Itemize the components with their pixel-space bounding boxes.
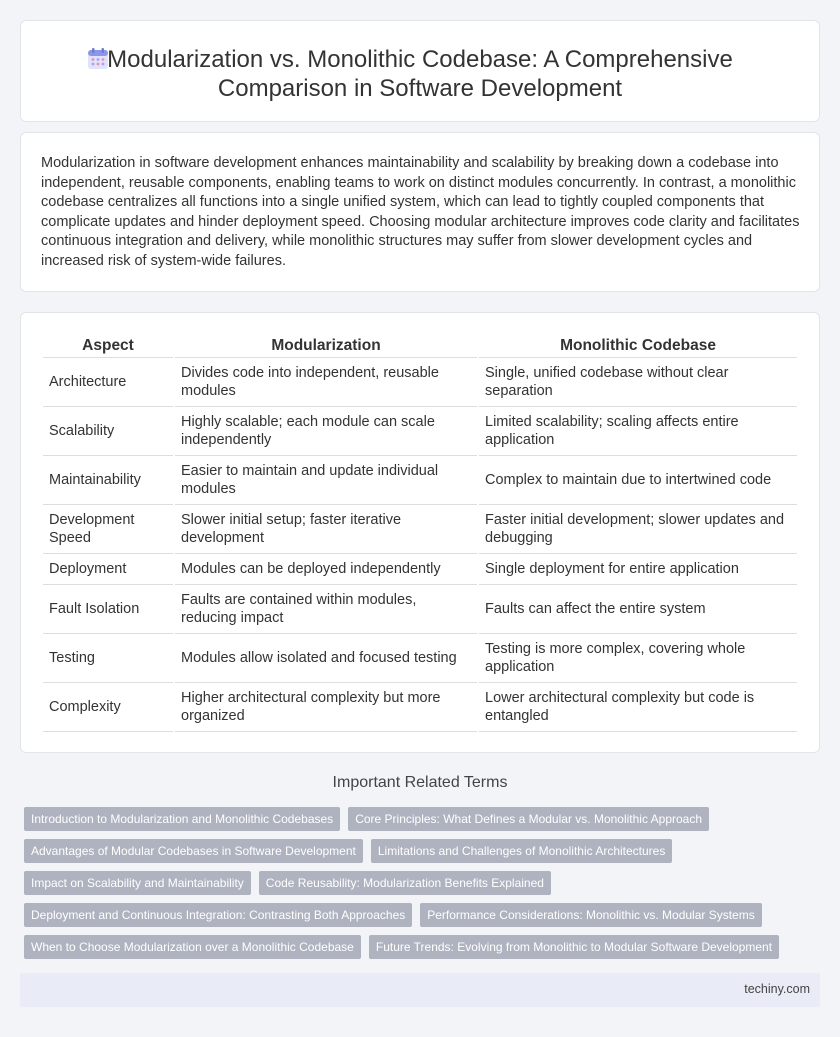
table-row: [43, 505, 797, 554]
cell-aspect: Scalability: [43, 407, 173, 456]
intro-card: [20, 132, 820, 292]
cell-modularization: Modules can be deployed independently: [175, 554, 477, 585]
related-tags-row: [24, 839, 672, 863]
cell-modularization: Higher architectural complexity but more organized: [175, 683, 477, 732]
table-row: [43, 407, 797, 456]
related-terms-heading: Important Related Terms: [332, 774, 508, 791]
page-title: [21, 45, 819, 103]
footer-brand-link[interactable]: techiny.com: [744, 982, 810, 996]
header-modularization: Modularization: [175, 335, 477, 358]
cell-modularization: Easier to maintain and update individual modules: [175, 456, 477, 505]
related-tag[interactable]: Code Reusability: Modularization Benefits Explained: [259, 871, 551, 895]
cell-monolithic: Complex to maintain due to intertwined code: [479, 456, 797, 505]
cell-monolithic: Faults can affect the entire system: [479, 585, 797, 634]
related-tag[interactable]: Future Trends: Evolving from Monolithic to Modular Software Development: [369, 935, 779, 959]
related-tag[interactable]: Deployment and Continuous Integration: Contrasting Both Approaches: [24, 903, 412, 927]
cell-modularization: Faults are contained within modules, reducing impact: [175, 585, 477, 634]
cell-modularization: Slower initial setup; faster iterative development: [175, 505, 477, 554]
table-row: [43, 456, 797, 505]
cell-aspect: Architecture: [43, 358, 173, 407]
cell-aspect: Complexity: [43, 683, 173, 732]
cell-modularization: Modules allow isolated and focused testing: [175, 634, 477, 683]
cell-aspect: Maintainability: [43, 456, 173, 505]
related-tag[interactable]: Limitations and Challenges of Monolithic Architectures: [371, 839, 672, 863]
footer: [20, 973, 820, 1007]
comparison-card: [20, 312, 820, 753]
cell-monolithic: Faster initial development; slower updates and debugging: [479, 505, 797, 554]
related-tags-row: [24, 903, 762, 927]
table-row: [43, 585, 797, 634]
related-tag[interactable]: When to Choose Modularization over a Monolithic Codebase: [24, 935, 361, 959]
related-tags-row: [24, 807, 709, 831]
cell-aspect: Testing: [43, 634, 173, 683]
related-tag[interactable]: Introduction to Modularization and Monolithic Codebases: [24, 807, 340, 831]
table-row: [43, 358, 797, 407]
header-aspect: Aspect: [43, 335, 173, 358]
cell-monolithic: Testing is more complex, covering whole application: [479, 634, 797, 683]
title-card: [20, 20, 820, 122]
cell-aspect: Deployment: [43, 554, 173, 585]
cell-monolithic: Single deployment for entire application: [479, 554, 797, 585]
page-title-line2: Comparison in Software Development: [217, 75, 623, 102]
cell-aspect: Development Speed: [43, 505, 173, 554]
table-header-row: [43, 335, 797, 358]
related-tag[interactable]: Impact on Scalability and Maintainability: [24, 871, 251, 895]
cell-monolithic: Single, unified codebase without clear separation: [479, 358, 797, 407]
cell-aspect: Fault Isolation: [43, 585, 173, 634]
cell-modularization: Highly scalable; each module can scale independently: [175, 407, 477, 456]
cell-monolithic: Lower architectural complexity but code is entangled: [479, 683, 797, 732]
table-row: [43, 634, 797, 683]
table-row: [43, 554, 797, 585]
comparison-table: [41, 335, 799, 732]
table-row: [43, 683, 797, 732]
related-tags-row: [24, 935, 779, 959]
cell-monolithic: Limited scalability; scaling affects entire application: [479, 407, 797, 456]
intro-paragraph: Modularization in software development enhances maintainability and scalability by breaking down a codebase into independent, reusable components, enabling teams to work on distinct modules concurrently. In contrast, a monolithic codebase centralizes all functions into a single unified system, which can lead to tightly coupled components that complicate updates and hinder deployment speed. Choosing modular architecture improves code clarity and facilitates continuous integration and delivery, while monolithic structures may suffer from slower development cycles and increased risk of system-wide failures.: [41, 155, 800, 269]
header-monolithic: Monolithic Codebase: [479, 335, 797, 358]
related-tag[interactable]: Advantages of Modular Codebases in Software Development: [24, 839, 363, 863]
related-tag[interactable]: Core Principles: What Defines a Modular vs. Monolithic Approach: [348, 807, 709, 831]
page-title-line1: Modularization vs. Monolithic Codebase: A Comprehensive: [107, 46, 733, 73]
related-tag[interactable]: Performance Considerations: Monolithic vs. Modular Systems: [420, 903, 761, 927]
cell-modularization: Divides code into independent, reusable modules: [175, 358, 477, 407]
related-tags-row: [24, 871, 551, 895]
